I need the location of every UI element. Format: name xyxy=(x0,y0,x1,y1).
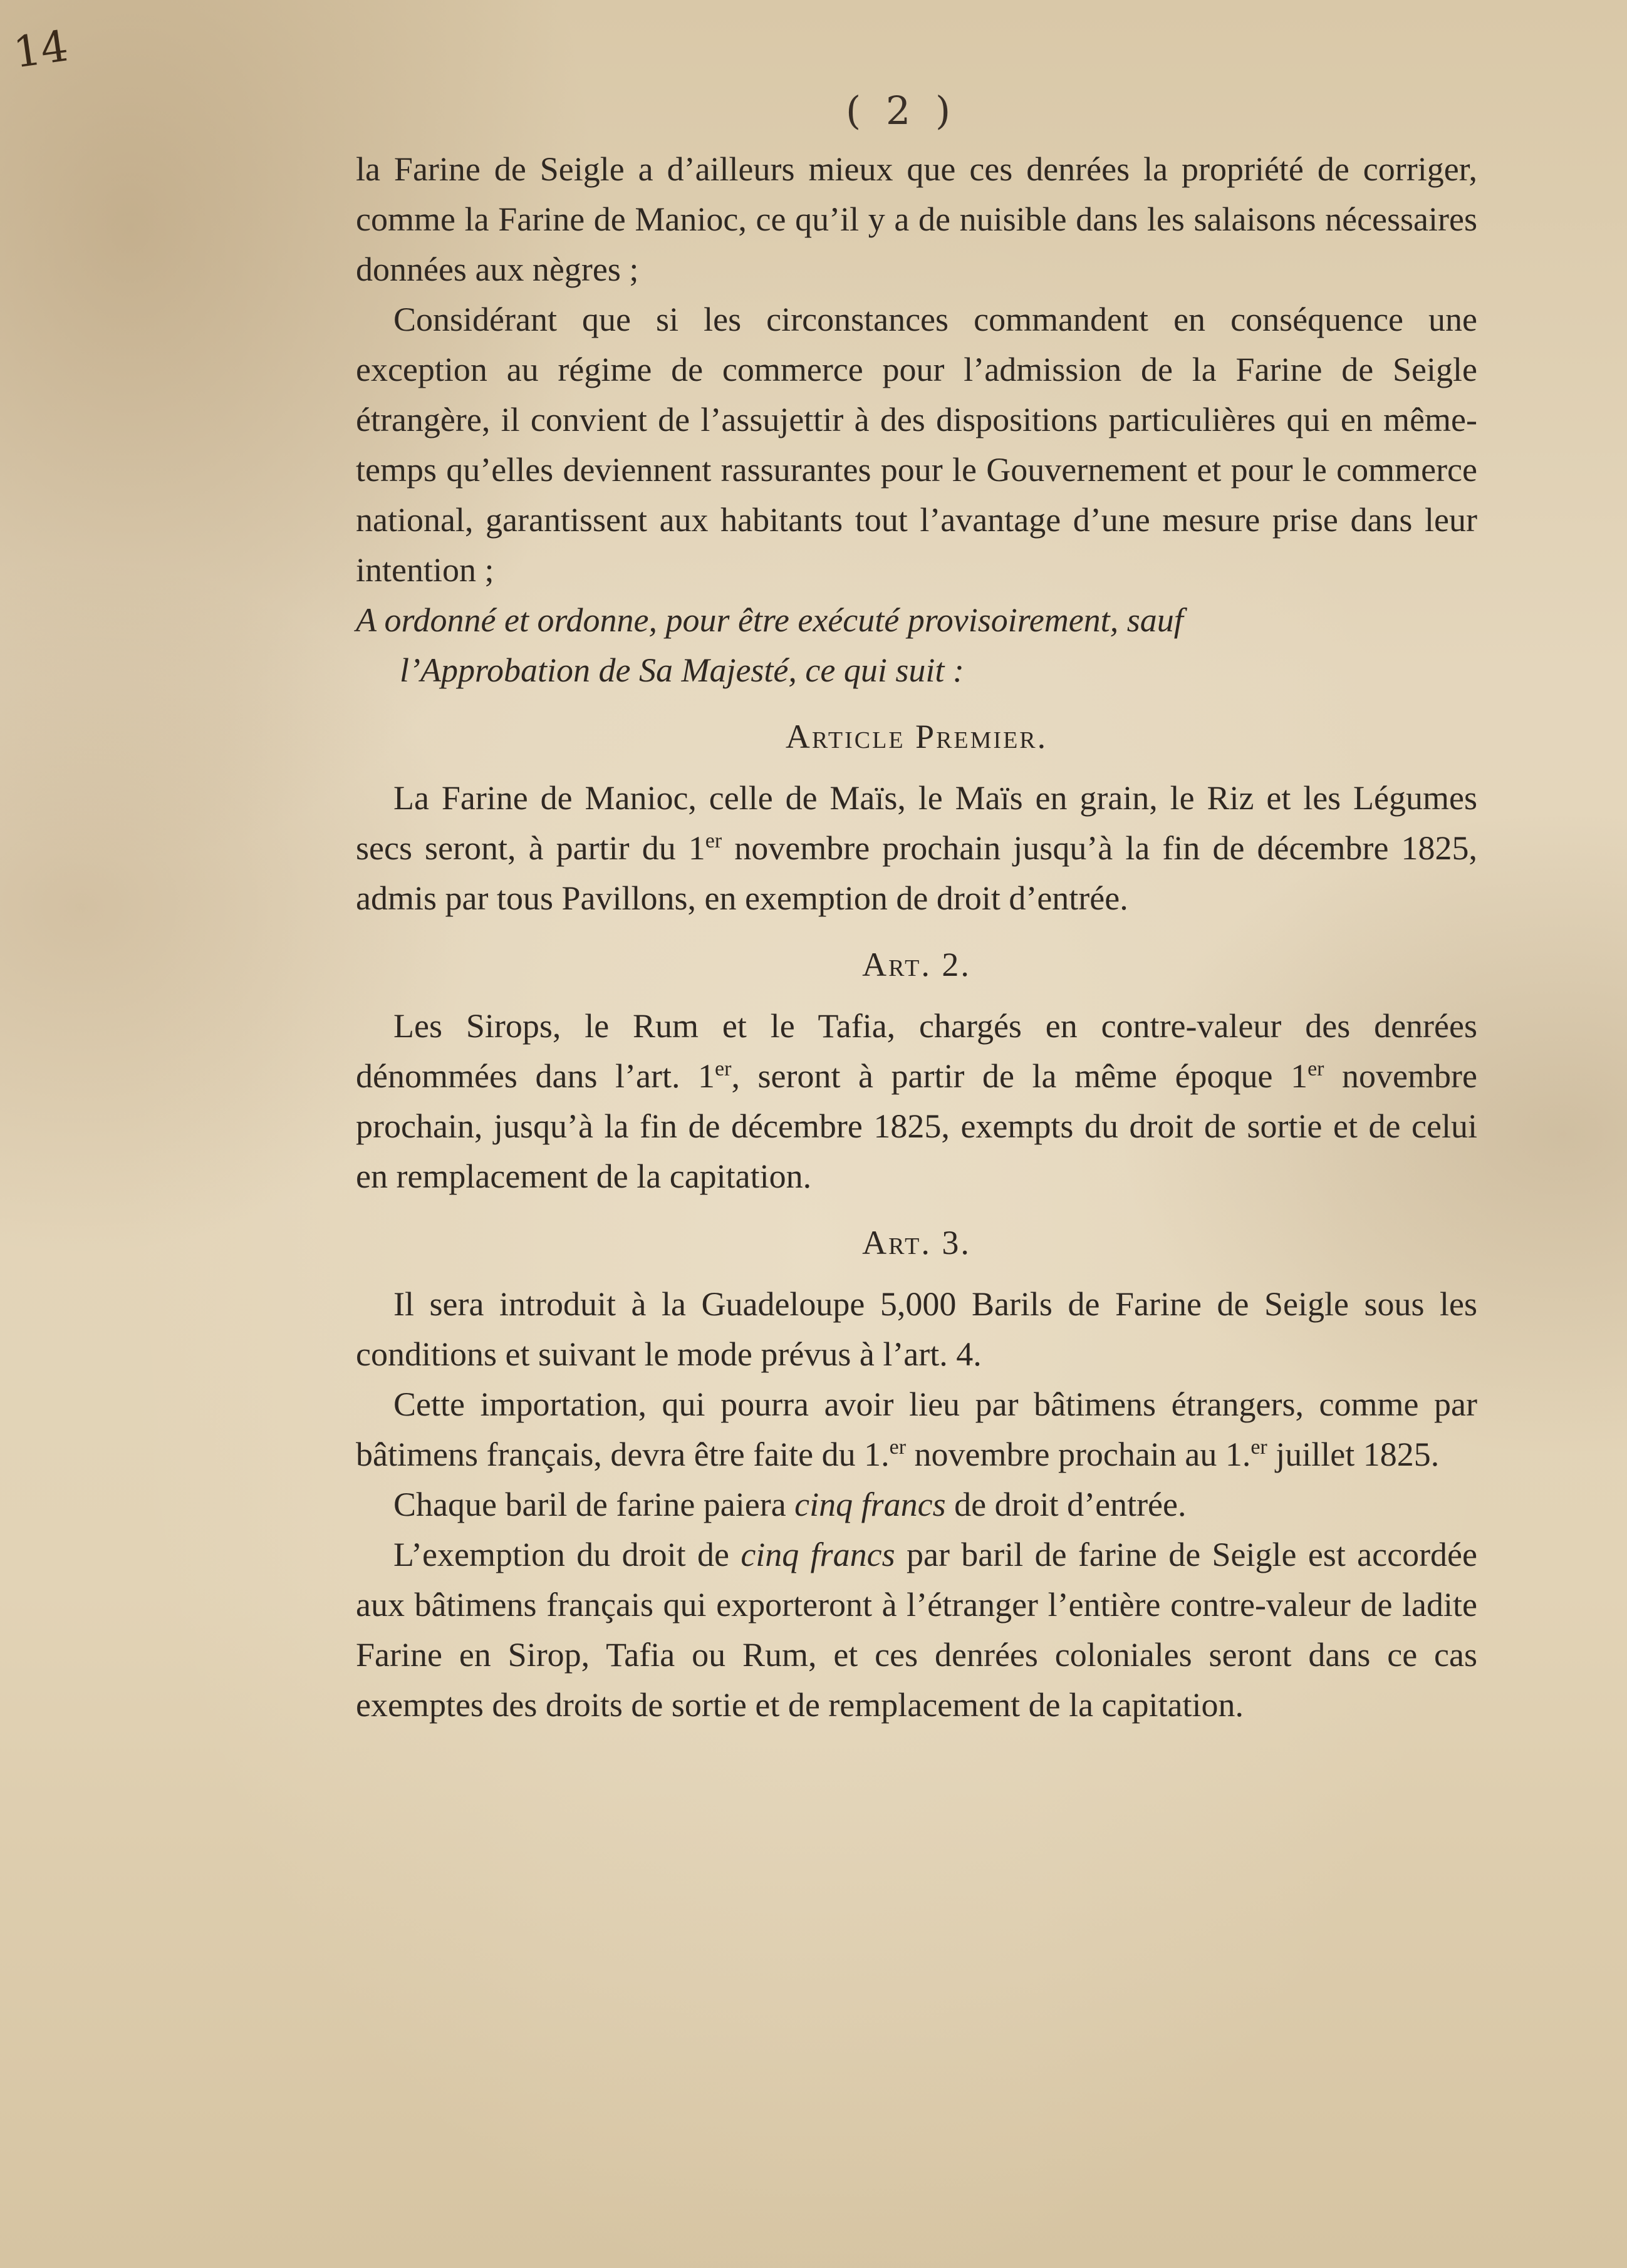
article-1-text xyxy=(356,773,1477,923)
article-3-text-part: par baril de farine de Seigle est accordée aux bâtimens français qui exporteront à l’étranger l’entière contre-valeur de ladite Farine en Sirop, Tafia ou Rum, et ces denrées coloniales seront dans ce cas exemptes des droits de sortie et de remplacement de la capitation. xyxy=(356,1536,1477,1724)
article-3-paragraph-4 xyxy=(356,1530,1477,1730)
superscript: er xyxy=(889,1436,907,1459)
italic-amount: cinq francs xyxy=(741,1536,895,1573)
article-3-text-part: Chaque baril de farine paiera xyxy=(393,1486,795,1523)
paragraph-considerant: Considérant que si les circonstances commandent en conséquence une exception au régime de commerce pour l’admission de la Farine de Seigle étrangère, il convient de l’assujettir à des dispositions particulières qui en même-temps qu’elles deviennent rassurantes pour le Gouvernement et pour le commerce national, garantissent aux habitants tout l’avantage d’une mesure prise dans leur intention ; xyxy=(356,301,1477,589)
paragraph-continuation: la Farine de Seigle a d’ailleurs mieux que ces denrées la propriété de corriger, comme la Farine de Manioc, ce qu’il y a de nuisible dans les salaisons nécessaires données aux nègres ; xyxy=(356,150,1477,288)
article-3-paragraph-3 xyxy=(356,1479,1477,1530)
superscript: er xyxy=(715,1057,732,1080)
page-number: ( 2 ) xyxy=(846,88,957,133)
article-2-text-part: , seront à partir de la même époque 1 xyxy=(731,1057,1308,1095)
ordonnance-line-2: l’Approbation de Sa Majesté, ce qui suit : xyxy=(400,651,964,689)
superscript: er xyxy=(1307,1057,1324,1080)
article-1-heading: Article Premier. xyxy=(785,718,1048,755)
ordonnance-clause xyxy=(356,595,1477,695)
article-1-text-part: novembre prochain jusqu’à la fin de décembre 1825, admis par tous Pavillons, en exemption de droit d’entrée. xyxy=(356,829,1477,917)
article-2-text xyxy=(356,1001,1477,1201)
article-3-paragraph-1: Il sera introduit à la Guadeloupe 5,000 Barils de Farine de Seigle sous les conditions et suivant le mode prévus à l’art. 4. xyxy=(356,1285,1477,1373)
article-2-text-part: Les Sirops, le Rum et le Tafia, chargés en contre-valeur des denrées dénommées dans l’art. 1 xyxy=(356,1007,1477,1095)
body-text xyxy=(356,144,1477,1730)
article-2-heading: Art. 2. xyxy=(862,946,971,983)
superscript: er xyxy=(1250,1436,1267,1459)
article-3-text-part: novembre prochain au 1. xyxy=(906,1436,1251,1473)
article-1-text-part: La Farine de Manioc, celle de Maïs, le Maïs en grain, le Riz et les Légumes secs seront, à partir du 1 xyxy=(356,779,1477,867)
italic-amount: cinq francs xyxy=(794,1486,946,1523)
ordonnance-line-1: A ordonné et ordonne, pour être exécuté provisoirement, sauf xyxy=(356,601,1183,639)
article-3-text-part: L’exemption du droit de xyxy=(393,1536,741,1573)
article-3-text-part: juillet 1825. xyxy=(1267,1436,1440,1473)
article-2-text-part: novembre prochain, jusqu’à la fin de décembre 1825, exempts du droit de sortie et de celui en remplacement de la capitation. xyxy=(356,1057,1477,1195)
article-3-heading: Art. 3. xyxy=(862,1224,971,1261)
article-3-text-part: de droit d’entrée. xyxy=(945,1486,1187,1523)
superscript: er xyxy=(705,829,722,852)
handwritten-corner-mark: 14 xyxy=(10,21,71,78)
article-3-text-part: Cette importation, qui pourra avoir lieu par bâtimens étrangers, comme par bâtimens français, devra être faite du 1. xyxy=(356,1385,1477,1473)
article-3-paragraph-2 xyxy=(356,1379,1477,1479)
